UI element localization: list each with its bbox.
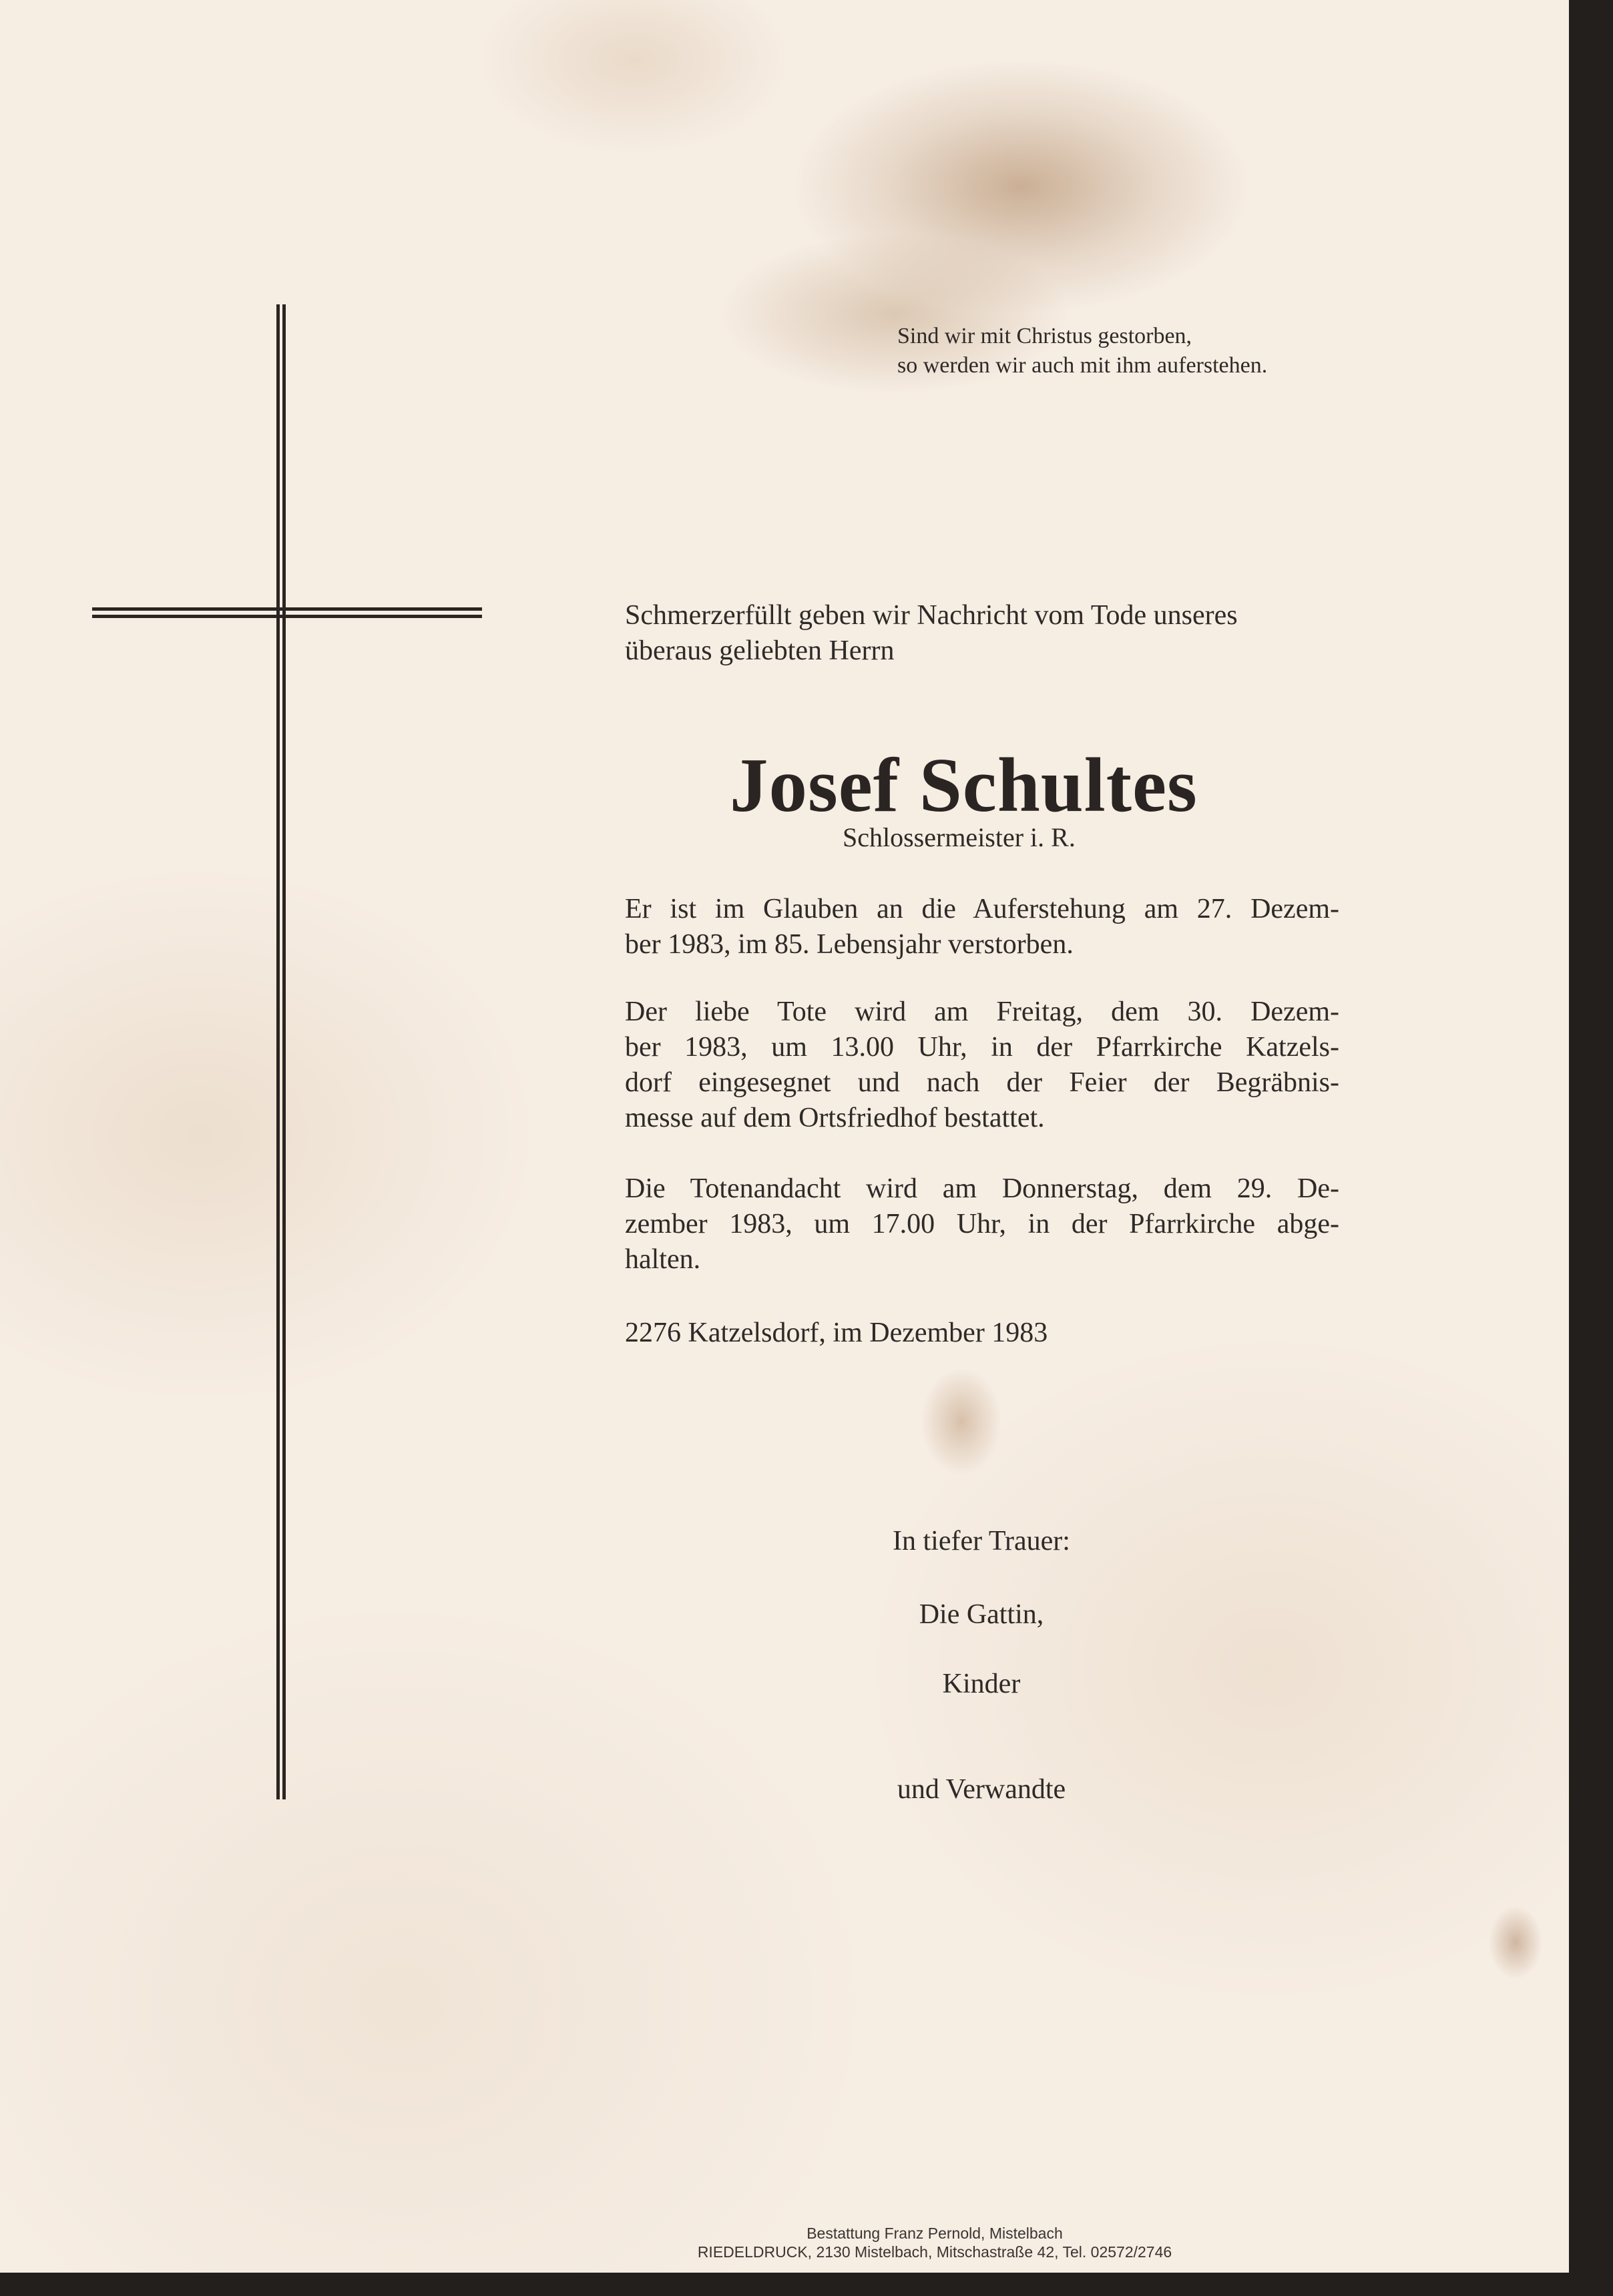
mourner-relatives: und Verwandte [897,1774,1066,1805]
funeral-paragraph [625,994,1339,1136]
funeral-line-4: messe auf dem Ortsfriedhof bestattet. [625,1103,1045,1133]
bible-verse-line-1: Sind wir mit Christus gestorben, [897,324,1192,348]
imprint-line-2: RIEDELDRUCK, 2130 Mistelbach, Mitschastraße 42, Tel. 02572/2746 [697,2243,1172,2261]
death-line-2: ber 1983, im 85. Lebensjahr verstorben. [625,929,1074,960]
funeral-line-2: ber 1983, um 13.00 Uhr, in der Pfarrkirche Katzels- [625,1032,1339,1063]
announcement-intro-line-2: überaus geliebten Herrn [625,635,895,666]
imprint-line-1: Bestattung Franz Pernold, Mistelbach [806,2225,1063,2242]
funeral-line-3: dorf eingesegnet und nach der Feier der Begräbnis- [625,1067,1339,1098]
deceased-name: Josef Schultes [730,743,1198,828]
funeral-line-1: Der liebe Tote wird am Freitag, dem 30. Dezem- [625,996,1339,1027]
vigil-line-2: zember 1983, um 17.00 Uhr, in der Pfarrkirche abge- [625,1209,1339,1239]
place-date: 2276 Katzelsdorf, im Dezember 1983 [625,1318,1048,1348]
death-line-1: Er ist im Glauben an die Auferstehung am 27. Dezem- [625,894,1339,924]
mourner-children: Kinder [942,1669,1021,1699]
deceased-title: Schlossermeister i. R. [843,822,1076,852]
announcement-intro [625,598,1238,669]
mourner-spouse: Die Gattin, [919,1599,1044,1630]
bible-verse-line-2: so werden wir auch mit ihm auferstehen. [897,353,1268,378]
vigil-line-1: Die Totenandacht wird am Donnerstag, dem 29. De- [625,1173,1339,1204]
vigil-paragraph [625,1171,1339,1277]
cross-crossbar [92,607,482,618]
death-paragraph [625,892,1339,962]
mourners-heading: In tiefer Trauer: [893,1526,1070,1556]
announcement-intro-line-1: Schmerzerfüllt geben wir Nachricht vom Tode unseres [625,600,1238,631]
vigil-line-3: halten. [625,1244,701,1275]
printer-imprint [601,2224,1269,2261]
cross-center [280,611,282,615]
bible-verse [897,322,1267,380]
cross-icon [276,304,286,1799]
